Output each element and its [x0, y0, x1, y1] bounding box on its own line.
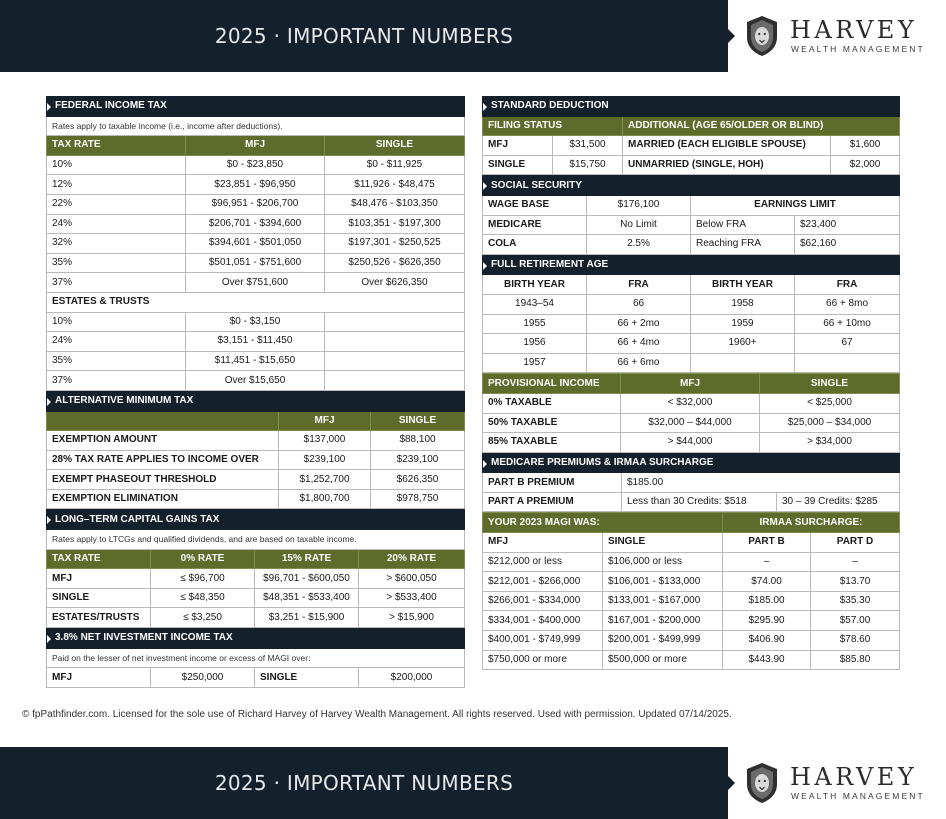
niit-table — [46, 628, 465, 688]
cell: 66 + 6mo — [587, 353, 691, 373]
table-row — [483, 591, 900, 611]
cell: 10% — [47, 312, 186, 332]
social-security-table — [482, 175, 900, 254]
cell: 35% — [47, 253, 186, 273]
cell: $96,701 - $600,050 — [255, 569, 359, 589]
cell: $57.00 — [811, 611, 900, 631]
table-row — [47, 470, 465, 490]
cell: $23,851 - $96,950 — [186, 175, 325, 195]
column-header: FRA — [587, 275, 691, 295]
table-row — [483, 334, 900, 354]
standard-deduction-table — [482, 96, 900, 175]
cell: $106,001 - $133,000 — [603, 572, 723, 592]
column-header: BIRTH YEAR — [483, 275, 587, 295]
section-title: 3.8% NET INVESTMENT INCOME TAX — [47, 629, 465, 649]
cell: 1956 — [483, 334, 587, 354]
table-row — [483, 294, 900, 314]
cell: 37% — [47, 273, 186, 293]
cell: – — [811, 552, 900, 572]
table-row — [483, 492, 900, 512]
harvey-logo — [744, 15, 934, 57]
cell: $74.00 — [723, 572, 811, 592]
irmaa-table — [482, 512, 900, 670]
cell: 66 + 10mo — [795, 314, 900, 334]
page-title-bottom: 2025 · IMPORTANT NUMBERS — [214, 771, 514, 795]
table-row — [483, 473, 900, 493]
table-row — [47, 332, 465, 352]
table-row — [483, 136, 900, 156]
table-row — [483, 552, 900, 572]
column-header: YOUR 2023 MAGI WAS: — [483, 513, 723, 533]
cell: $3,151 - $11,450 — [186, 332, 325, 352]
table-row — [47, 431, 465, 451]
table-row — [47, 273, 465, 293]
cell: $239,100 — [279, 450, 371, 470]
column-header: 0% RATE — [151, 549, 255, 569]
cell: 66 + 2mo — [587, 314, 691, 334]
lion-logo-icon — [744, 15, 780, 57]
column-header: ADDITIONAL (AGE 65/OLDER OR BLIND) — [623, 116, 900, 136]
cell: $212,000 or less — [483, 552, 603, 572]
cell: Reaching FRA — [691, 235, 795, 255]
cell: ESTATES/TRUSTS — [47, 608, 151, 628]
column-header: FILING STATUS — [483, 116, 623, 136]
cell: $3,251 - $15,900 — [255, 608, 359, 628]
table-row — [483, 314, 900, 334]
cell: EXEMPTION ELIMINATION — [47, 489, 279, 509]
section-title: ALTERNATIVE MINIMUM TAX — [47, 391, 465, 411]
cell: $1,252,700 — [279, 470, 371, 490]
cell: 2.5% — [587, 235, 691, 255]
column-header: SINGLE — [325, 136, 465, 156]
column-header: SINGLE — [603, 533, 723, 553]
cell: $13.70 — [811, 572, 900, 592]
cell: $88,100 — [371, 431, 465, 451]
cell: 12% — [47, 175, 186, 195]
column-header — [47, 411, 279, 431]
cell: > $533,400 — [359, 588, 465, 608]
cell: $25,000 – $34,000 — [760, 413, 900, 433]
table-row — [483, 353, 900, 373]
header-band-bottom — [0, 747, 946, 819]
table-row — [483, 235, 900, 255]
cell: $406.90 — [723, 631, 811, 651]
cell: Over $626,350 — [325, 273, 465, 293]
section-title: FEDERAL INCOME TAX — [47, 97, 465, 117]
cell: SINGLE — [47, 588, 151, 608]
cell: MEDICARE — [483, 215, 587, 235]
table-row — [47, 489, 465, 509]
cell: 0% TAXABLE — [483, 393, 621, 413]
table-row — [47, 312, 465, 332]
cell: UNMARRIED (SINGLE, HOH) — [623, 155, 831, 175]
logo-subtitle: WEALTH MANAGEMENT — [791, 791, 925, 801]
cell: $185.00 — [622, 473, 900, 493]
lion-logo-icon — [744, 762, 780, 804]
left-column — [46, 96, 464, 688]
cell: 1955 — [483, 314, 587, 334]
section-title: MEDICARE PREMIUMS & IRMAA SURCHARGE — [483, 453, 900, 473]
cell: 66 + 8mo — [795, 294, 900, 314]
cell: $137,000 — [279, 431, 371, 451]
cell: 50% TAXABLE — [483, 413, 621, 433]
table-row — [47, 214, 465, 234]
column-header: MFJ — [186, 136, 325, 156]
cell: $239,100 — [371, 450, 465, 470]
cell: $626,350 — [371, 470, 465, 490]
cell: $250,526 - $626,350 — [325, 253, 465, 273]
cell: No Limit — [587, 215, 691, 235]
section-title: LONG–TERM CAPITAL GAINS TAX — [47, 510, 465, 530]
logo-subtitle: WEALTH MANAGEMENT — [791, 44, 925, 54]
column-header: TAX RATE — [47, 549, 151, 569]
column-header: 20% RATE — [359, 549, 465, 569]
table-row — [47, 253, 465, 273]
cell: $978,750 — [371, 489, 465, 509]
logo-name: HARVEY — [790, 763, 918, 791]
cell: COLA — [483, 235, 587, 255]
cell: 22% — [47, 194, 186, 214]
cell: MFJ — [483, 136, 553, 156]
cell: $133,001 - $167,000 — [603, 591, 723, 611]
section-note: Rates apply to LTCGs and qualified dividends, and are based on taxable income. — [47, 530, 465, 550]
column-header: MFJ — [279, 411, 371, 431]
table-row — [47, 234, 465, 254]
table-row — [483, 413, 900, 433]
cell: 1958 — [691, 294, 795, 314]
cell: WAGE BASE — [483, 195, 587, 215]
cell: Below FRA — [691, 215, 795, 235]
section-note: Paid on the lesser of net investment income or excess of MAGI over: — [47, 648, 465, 668]
cell: $266,001 - $334,000 — [483, 591, 603, 611]
table-row — [483, 393, 900, 413]
cell: 66 — [587, 294, 691, 314]
cell: EXEMPT PHASEOUT THRESHOLD — [47, 470, 279, 490]
cell: $167,001 - $200,000 — [603, 611, 723, 631]
table-row — [483, 611, 900, 631]
cell: 30 – 39 Credits: $285 — [777, 492, 900, 512]
right-column — [482, 96, 899, 670]
cell: 37% — [47, 371, 186, 391]
cell: $250,000 — [151, 668, 255, 688]
section-title: PROVISIONAL INCOME — [483, 374, 621, 394]
provisional-income-table — [482, 373, 900, 452]
column-header: PART D — [811, 533, 900, 553]
cell: $85.80 — [811, 650, 900, 670]
cell: EARNINGS LIMIT — [691, 195, 900, 215]
logo-name: HARVEY — [790, 16, 918, 44]
cell: Less than 30 Credits: $518 — [622, 492, 777, 512]
table-row — [483, 433, 900, 453]
column-header: PART B — [723, 533, 811, 553]
section-title: SOCIAL SECURITY — [483, 176, 900, 196]
section-note: Rates apply to taxable income (i.e., income after deductions). — [47, 116, 465, 136]
table-row — [47, 450, 465, 470]
cell: – — [723, 552, 811, 572]
cell: 24% — [47, 332, 186, 352]
cell: $200,001 - $499,999 — [603, 631, 723, 651]
cell: Over $751,600 — [186, 273, 325, 293]
cell: 1943–54 — [483, 294, 587, 314]
cell: $185.00 — [723, 591, 811, 611]
cell: $500,000 or more — [603, 650, 723, 670]
cell: 1959 — [691, 314, 795, 334]
cell: MFJ — [47, 668, 151, 688]
cell: 66 + 4mo — [587, 334, 691, 354]
header-band-top — [0, 0, 946, 72]
page-title: 2025 · IMPORTANT NUMBERS — [214, 24, 514, 48]
cell: 35% — [47, 351, 186, 371]
section-title: STANDARD DEDUCTION — [483, 97, 900, 117]
table-row — [47, 351, 465, 371]
table-row — [47, 588, 465, 608]
cell: $106,000 or less — [603, 552, 723, 572]
cell: $11,926 - $48,475 — [325, 175, 465, 195]
table-row — [483, 215, 900, 235]
table-row — [47, 371, 465, 391]
cell — [691, 353, 795, 373]
cell: MARRIED (EACH ELIGIBLE SPOUSE) — [623, 136, 831, 156]
column-header: MFJ — [483, 533, 603, 553]
cell: $32,000 – $44,000 — [621, 413, 760, 433]
cell: < $25,000 — [760, 393, 900, 413]
cell: > $600,050 — [359, 569, 465, 589]
cell — [325, 351, 465, 371]
table-row — [47, 175, 465, 195]
cell: $2,000 — [831, 155, 900, 175]
cell: $295.90 — [723, 611, 811, 631]
cell: 24% — [47, 214, 186, 234]
cell: ≤ $96,700 — [151, 569, 255, 589]
cell: < $32,000 — [621, 393, 760, 413]
cell: Over $15,650 — [186, 371, 325, 391]
cell: $400,001 - $749,999 — [483, 631, 603, 651]
cell: $334,001 - $400,000 — [483, 611, 603, 631]
cell: SINGLE — [255, 668, 359, 688]
cell: $15,750 — [553, 155, 623, 175]
cell: $31,500 — [553, 136, 623, 156]
cell: $96,951 - $206,700 — [186, 194, 325, 214]
cell: > $15,900 — [359, 608, 465, 628]
column-header: TAX RATE — [47, 136, 186, 156]
table-row — [483, 195, 900, 215]
cell: $48,476 - $103,350 — [325, 194, 465, 214]
cell: PART B PREMIUM — [483, 473, 622, 493]
column-header: SINGLE — [371, 411, 465, 431]
cell: $197,301 - $250,525 — [325, 234, 465, 254]
cell: PART A PREMIUM — [483, 492, 622, 512]
harvey-logo-bottom — [744, 762, 934, 804]
ltcg-table — [46, 509, 465, 628]
amt-table — [46, 391, 465, 510]
cell: $206,701 - $394,600 — [186, 214, 325, 234]
cell: $176,100 — [587, 195, 691, 215]
table-row — [483, 650, 900, 670]
full-retirement-age-table — [482, 255, 900, 374]
cell — [325, 371, 465, 391]
cell: MFJ — [47, 569, 151, 589]
cell — [325, 332, 465, 352]
cell: $394,601 - $501,050 — [186, 234, 325, 254]
section-title: FULL RETIREMENT AGE — [483, 255, 900, 275]
cell: 10% — [47, 155, 186, 175]
cell: 1957 — [483, 353, 587, 373]
cell: 32% — [47, 234, 186, 254]
cell: $103,351 - $197,300 — [325, 214, 465, 234]
table-row — [47, 668, 465, 688]
cell: ≤ $48,350 — [151, 588, 255, 608]
cell: $48,351 - $533,400 — [255, 588, 359, 608]
cell: ≤ $3,250 — [151, 608, 255, 628]
cell: $62,160 — [795, 235, 900, 255]
column-header: SINGLE — [760, 374, 900, 394]
cell: $1,600 — [831, 136, 900, 156]
cell: $1,800,700 — [279, 489, 371, 509]
cell: $443.90 — [723, 650, 811, 670]
table-row — [483, 155, 900, 175]
cell: $200,000 — [359, 668, 465, 688]
cell: $23,400 — [795, 215, 900, 235]
cell: > $34,000 — [760, 433, 900, 453]
cell: $35.30 — [811, 591, 900, 611]
cell: $0 - $23,850 — [186, 155, 325, 175]
table-row — [483, 572, 900, 592]
cell: $501,051 - $751,600 — [186, 253, 325, 273]
table-row — [47, 194, 465, 214]
cell: 1960+ — [691, 334, 795, 354]
subsection-title: ESTATES & TRUSTS — [47, 292, 465, 312]
cell: 85% TAXABLE — [483, 433, 621, 453]
cell: SINGLE — [483, 155, 553, 175]
cell: $750,000 or more — [483, 650, 603, 670]
cell — [325, 312, 465, 332]
table-row — [47, 569, 465, 589]
cell: 67 — [795, 334, 900, 354]
table-row — [47, 608, 465, 628]
federal-income-tax-table — [46, 96, 465, 391]
column-header: IRMAA SURCHARGE: — [723, 513, 900, 533]
cell: $0 - $3,150 — [186, 312, 325, 332]
cell: $78.60 — [811, 631, 900, 651]
medicare-premium-table — [482, 453, 900, 513]
cell: $0 - $11,925 — [325, 155, 465, 175]
copyright-footer: © fpPathfinder.com. Licensed for the sole use of Richard Harvey of Harvey Wealth Management. All rights reserved. Used with permission. Updated 07/14/2025. — [22, 709, 732, 720]
column-header: FRA — [795, 275, 900, 295]
cell: > $44,000 — [621, 433, 760, 453]
cell: $11,451 - $15,650 — [186, 351, 325, 371]
cell: $212,001 - $266,000 — [483, 572, 603, 592]
table-row — [483, 631, 900, 651]
cell: EXEMPTION AMOUNT — [47, 431, 279, 451]
table-row — [47, 155, 465, 175]
column-header: 15% RATE — [255, 549, 359, 569]
cell — [795, 353, 900, 373]
cell: 28% TAX RATE APPLIES TO INCOME OVER — [47, 450, 279, 470]
column-header: MFJ — [621, 374, 760, 394]
column-header: BIRTH YEAR — [691, 275, 795, 295]
